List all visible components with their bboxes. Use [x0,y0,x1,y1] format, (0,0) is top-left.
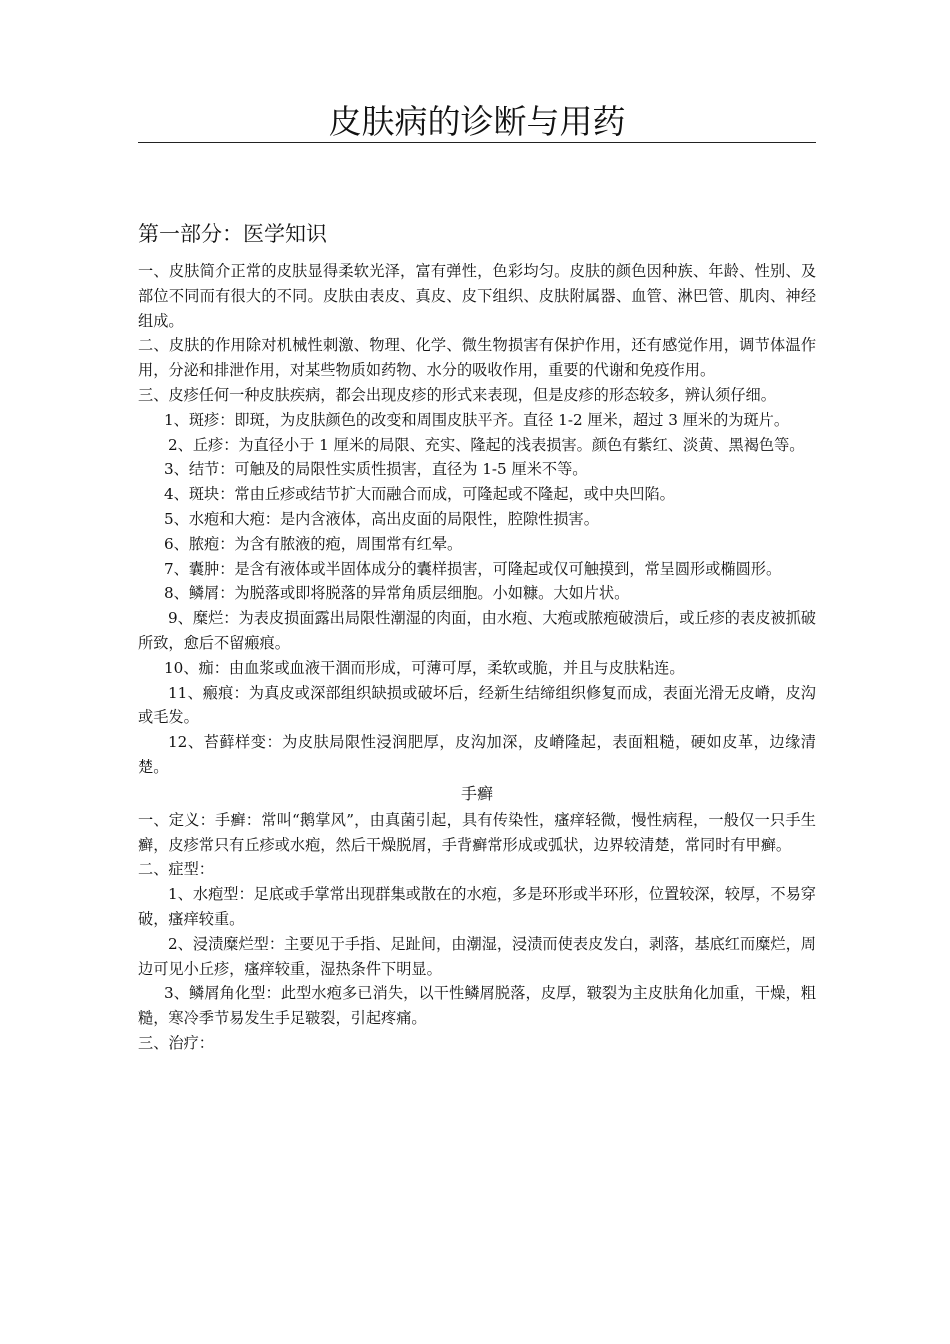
list-item-erosion: 9、糜烂：为表皮损面露出局限性潮湿的肉面，由水疱、大疱或脓疱破溃后，或丘疹的表皮被抓破所致，愈后不留瘢痕。 [138,609,816,652]
subsection-title: 手癣 [460,783,493,803]
list-item-keratotic-type: 3、鳞屑角化型：此型水疱多已消失，以干性鳞屑脱落，皮厚，皲裂为主皮肤角化加重，干燥，粗糙，寒冷季节易发生手足皲裂，引起疼痛。 [138,984,816,1028]
list-item-macule: 1、斑疹：即斑，为皮肤颜色的改变和周围皮肤平齐。直径 1-2 厘米，超过 3 厘米的为斑片。 [164,410,790,429]
list-item-crust: 10、痂：由血浆或血液干涸而形成，可薄可厚，柔软或脆，并且与皮肤粘连。 [164,658,685,677]
document-body [138,259,816,1056]
list-item-nodule: 3、结节：可触及的局限性实质性损害，直径为 1-5 厘米不等。 [164,460,588,479]
list-item-cyst: 7、囊肿：是含有液体或半固体成分的囊样损害，可隆起或仅可触摸到，常呈圆形或椭圆形。 [164,559,782,578]
paragraph-rash: 三、皮疹任何一种皮肤疾病，都会出现皮疹的形式来表现，但是皮疹的形态较多，辨认须仔细。 [138,385,776,404]
title-underline [138,142,816,143]
paragraph-tinea-types-heading: 二、症型： [138,860,214,879]
section-heading: 第一部分：医学知识 [138,222,327,246]
list-item-lichenification: 12、苔藓样变：为皮肤局限性浸润肥厚，皮沟加深，皮嵴隆起，表面粗糙，硬如皮革，边缘清楚。 [138,733,816,776]
list-item-vesicular-type: 1、水疱型：足底或手掌常出现群集或散在的水疱，多是环形或半环形，位置较深，较厚，不易穿破，瘙痒较重。 [138,885,816,928]
list-item-papule: 2、丘疹：为直径小于 1 厘米的局限、充实、隆起的浅表损害。颜色有紫红、淡黄、黑褐色等。 [168,435,805,454]
paragraph-tinea-definition: 一、定义：手癣：常叫“鹅掌风”，由真菌引起，具有传染性，瘙痒轻微，慢性病程，一般仅一只手生癣，皮疹常只有丘疹或水疱，然后干燥脱屑，手背癣常形成或弧状，边界较清楚，常同时有甲癣。 [138,810,816,854]
paragraph-skin-function: 二、皮肤的作用除对机械性刺激、物理、化学、微生物损害有保护作用，还有感觉作用，调节体温作用，分泌和排泄作用，对某些物质如药物、水分的吸收作用，重要的代谢和免疫作用。 [138,336,816,380]
list-item-pustule: 6、脓疱：为含有脓液的疱，周围常有红晕。 [164,534,463,553]
document-title: 皮肤病的诊断与用药 [328,102,626,141]
paragraph-treatment-heading: 三、治疗： [138,1033,214,1052]
list-item-plaque: 4、斑块：常由丘疹或结节扩大而融合而成，可隆起或不隆起，或中央凹陷。 [164,485,675,504]
list-item-macerated-type: 2、浸渍糜烂型：主要见于手指、足趾间，由潮湿，浸渍而使表皮发白，剥落，基底红而糜烂，周边可见小丘疹，瘙痒较重，湿热条件下明显。 [138,934,816,978]
paragraph-skin-intro: 一、皮肤简介正常的皮肤显得柔软光泽，富有弹性，色彩均匀。皮肤的颜色因种族、年龄、性别、及部位不同而有很大的不同。皮肤由表皮、真皮、皮下组织、皮肤附属器、血管、淋巴管、肌肉、神经组成。 [138,262,816,330]
list-item-scar: 11、瘢痕：为真皮或深部组织缺损或破坏后，经新生结缔组织修复而成，表面光滑无皮嵴，皮沟或毛发。 [138,683,816,727]
list-item-blister: 5、水疱和大疱：是内含液体，高出皮面的局限性，腔隙性损害。 [164,509,599,528]
list-item-scale: 8、鳞屑：为脱落或即将脱落的异常角质层细胞。小如糠。大如片状。 [164,584,630,603]
